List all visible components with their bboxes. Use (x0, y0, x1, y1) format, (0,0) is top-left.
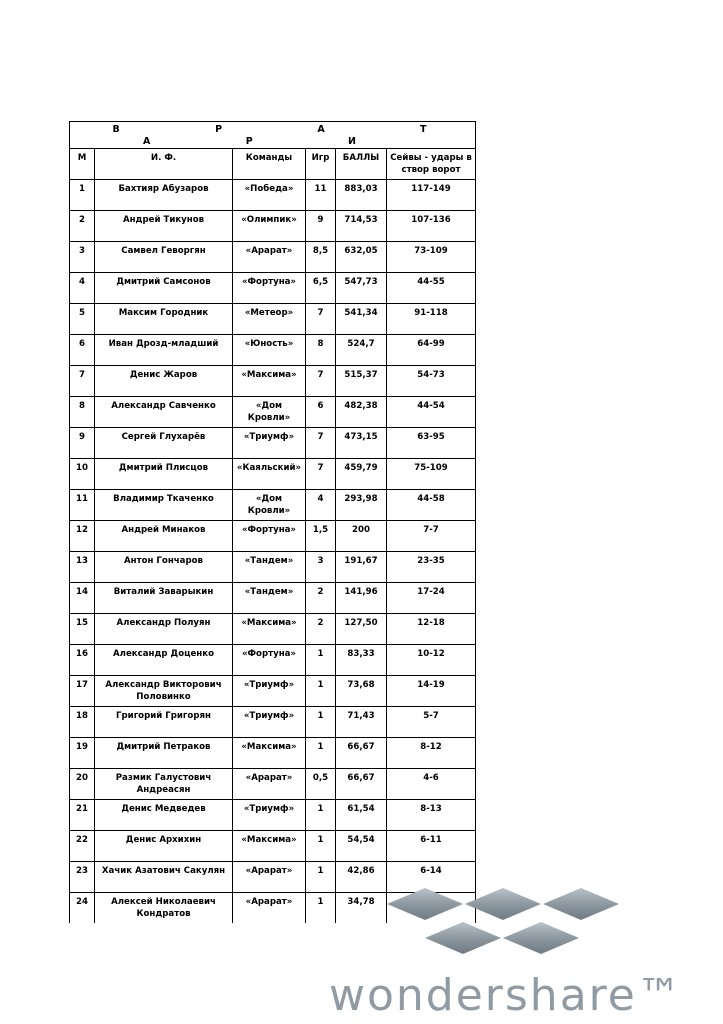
table-row (70, 490, 476, 521)
goalkeepers-table (69, 121, 476, 923)
cell-team: «Триумф» (233, 707, 306, 738)
cell-saves: 23-35 (387, 552, 476, 583)
cell-place: 16 (70, 645, 95, 676)
cell-team: «Триумф» (233, 800, 306, 831)
cell-points: 200 (336, 521, 387, 552)
cell-saves: 75-109 (387, 459, 476, 490)
table-row (70, 242, 476, 273)
cell-name: Хачик Азатович Сакулян (95, 862, 233, 893)
cell-team: «Каяльский» (233, 459, 306, 490)
cell-saves: 63-95 (387, 428, 476, 459)
cell-team: «Арарат» (233, 862, 306, 893)
cell-points: 71,43 (336, 707, 387, 738)
cell-name: Антон Гончаров (95, 552, 233, 583)
cell-team: «Арарат» (233, 769, 306, 800)
cell-points: 66,67 (336, 769, 387, 800)
header-row (70, 149, 476, 180)
cell-games: 1 (306, 800, 336, 831)
cell-games: 7 (306, 304, 336, 335)
table-row (70, 552, 476, 583)
cell-place: 7 (70, 366, 95, 397)
cell-name: Иван Дрозд-младший (95, 335, 233, 366)
cell-saves: 5-7 (387, 707, 476, 738)
table-row (70, 521, 476, 552)
header-team: Команды (233, 149, 306, 180)
cell-name: Андрей Тикунов (95, 211, 233, 242)
table-row (70, 459, 476, 490)
cell-team: «Фортуна» (233, 273, 306, 304)
header-saves: Сейвы - удары в створ ворот (387, 149, 476, 180)
cell-name: Александр Полуян (95, 614, 233, 645)
table-row (70, 366, 476, 397)
cell-place: 14 (70, 583, 95, 614)
table-row (70, 428, 476, 459)
cell-points: 61,54 (336, 800, 387, 831)
cell-saves: 17-24 (387, 583, 476, 614)
cell-saves: 44-55 (387, 273, 476, 304)
cell-team: «Максима» (233, 738, 306, 769)
cell-place: 24 (70, 893, 95, 924)
cell-place: 19 (70, 738, 95, 769)
cell-place: 6 (70, 335, 95, 366)
cell-saves: 54-73 (387, 366, 476, 397)
cell-team: «Триумф» (233, 428, 306, 459)
cell-name: Андрей Минаков (95, 521, 233, 552)
cell-place: 1 (70, 180, 95, 211)
cell-place: 11 (70, 490, 95, 521)
cell-saves: 44-58 (387, 490, 476, 521)
cell-games: 2 (306, 583, 336, 614)
cell-saves: 7-7 (387, 521, 476, 552)
table-row (70, 180, 476, 211)
cell-games: 1 (306, 831, 336, 862)
cell-name: Денис Медведев (95, 800, 233, 831)
cell-place: 5 (70, 304, 95, 335)
cell-name: Денис Жаров (95, 366, 233, 397)
table-row (70, 831, 476, 862)
table-row (70, 397, 476, 428)
cell-place: 20 (70, 769, 95, 800)
cell-games: 4 (306, 490, 336, 521)
cell-name: Самвел Геворгян (95, 242, 233, 273)
cell-team: «Тандем» (233, 583, 306, 614)
cell-saves: 8-13 (387, 800, 476, 831)
cell-points: 473,15 (336, 428, 387, 459)
header-points: БАЛЛЫ (336, 149, 387, 180)
cell-saves: 8-12 (387, 738, 476, 769)
cell-points: 459,79 (336, 459, 387, 490)
cell-games: 1 (306, 862, 336, 893)
cell-saves: 12-18 (387, 614, 476, 645)
cell-team: «Арарат» (233, 242, 306, 273)
cell-saves: 73-109 (387, 242, 476, 273)
cell-points: 714,53 (336, 211, 387, 242)
cell-place: 2 (70, 211, 95, 242)
cell-games: 1 (306, 645, 336, 676)
cell-name: Сергей Глухарёв (95, 428, 233, 459)
cell-points: 883,03 (336, 180, 387, 211)
cell-saves: 107-136 (387, 211, 476, 242)
cell-games: 9 (306, 211, 336, 242)
cell-team: «Олимпик» (233, 211, 306, 242)
header-place: М (70, 149, 95, 180)
cell-points: 66,67 (336, 738, 387, 769)
table-row (70, 614, 476, 645)
table-title (70, 122, 476, 149)
cell-games: 6,5 (306, 273, 336, 304)
cell-games: 1 (306, 738, 336, 769)
cell-place: 15 (70, 614, 95, 645)
cell-place: 10 (70, 459, 95, 490)
table-row (70, 211, 476, 242)
cell-points: 482,38 (336, 397, 387, 428)
cell-name: Виталий Заварыкин (95, 583, 233, 614)
cell-name: Денис Архихин (95, 831, 233, 862)
table-row (70, 645, 476, 676)
cell-games: 0,5 (306, 769, 336, 800)
wondershare-logo (325, 886, 723, 1024)
header-name: И. Ф. (95, 149, 233, 180)
cell-team: «Арарат» (233, 893, 306, 924)
cell-name: Александр Савченко (95, 397, 233, 428)
cell-team: «Фортуна» (233, 521, 306, 552)
cell-points: 42,86 (336, 862, 387, 893)
cell-points: 541,34 (336, 304, 387, 335)
watermark-text: wondershare™ (329, 970, 683, 1021)
cell-games: 8 (306, 335, 336, 366)
cell-name: Алексей Николаевич Кондратов (95, 893, 233, 924)
table-row (70, 335, 476, 366)
cell-saves: 117-149 (387, 180, 476, 211)
cell-place: 13 (70, 552, 95, 583)
diamond-icon (387, 888, 619, 954)
cell-saves: 4-6 (387, 769, 476, 800)
cell-team: «Максима» (233, 614, 306, 645)
cell-games: 1 (306, 707, 336, 738)
cell-games: 3 (306, 552, 336, 583)
cell-games: 2 (306, 614, 336, 645)
cell-place: 4 (70, 273, 95, 304)
cell-points: 34,78 (336, 893, 387, 924)
cell-games: 1 (306, 676, 336, 707)
cell-saves: 6-11 (387, 831, 476, 862)
cell-saves: 14-19 (387, 676, 476, 707)
table-row (70, 304, 476, 335)
cell-name: Владимир Ткаченко (95, 490, 233, 521)
cell-place: 3 (70, 242, 95, 273)
table-row (70, 769, 476, 800)
cell-team: «Дом Кровли» (233, 397, 306, 428)
cell-team: «Метеор» (233, 304, 306, 335)
cell-points: 83,33 (336, 645, 387, 676)
cell-saves: 6-14 (387, 862, 476, 893)
cell-saves: 91-118 (387, 304, 476, 335)
cell-games: 1 (306, 893, 336, 924)
table-title-text: В Р А Т А Р И (112, 124, 473, 147)
cell-team: «Максима» (233, 366, 306, 397)
cell-points: 141,96 (336, 583, 387, 614)
table-row (70, 738, 476, 769)
cell-name: Дмитрий Петраков (95, 738, 233, 769)
cell-place: 12 (70, 521, 95, 552)
cell-team: «Тандем» (233, 552, 306, 583)
cell-points: 547,73 (336, 273, 387, 304)
cell-games: 7 (306, 428, 336, 459)
cell-team: «Максима» (233, 831, 306, 862)
cell-place: 21 (70, 800, 95, 831)
cell-name: Максим Городник (95, 304, 233, 335)
title-row (70, 122, 476, 149)
cell-points: 73,68 (336, 676, 387, 707)
cell-points: 54,54 (336, 831, 387, 862)
cell-team: «Победа» (233, 180, 306, 211)
table-row (70, 273, 476, 304)
cell-name: Александр Викторович Половинко (95, 676, 233, 707)
cell-name: Дмитрий Самсонов (95, 273, 233, 304)
table-row (70, 800, 476, 831)
cell-points: 524,7 (336, 335, 387, 366)
cell-name: Размик Галустович Андреасян (95, 769, 233, 800)
cell-place: 9 (70, 428, 95, 459)
cell-name: Бахтияр Абузаров (95, 180, 233, 211)
cell-place: 22 (70, 831, 95, 862)
cell-saves: 44-54 (387, 397, 476, 428)
cell-games: 7 (306, 459, 336, 490)
cell-name: Григорий Григорян (95, 707, 233, 738)
cell-games: 7 (306, 366, 336, 397)
header-games: Игр (306, 149, 336, 180)
cell-games: 8,5 (306, 242, 336, 273)
cell-name: Александр Доценко (95, 645, 233, 676)
cell-points: 191,67 (336, 552, 387, 583)
cell-points: 293,98 (336, 490, 387, 521)
cell-team: «Фортуна» (233, 645, 306, 676)
cell-games: 1,5 (306, 521, 336, 552)
cell-name: Дмитрий Плисцов (95, 459, 233, 490)
cell-place: 18 (70, 707, 95, 738)
cell-team: «Дом Кровли» (233, 490, 306, 521)
cell-games: 6 (306, 397, 336, 428)
cell-place: 17 (70, 676, 95, 707)
cell-place: 8 (70, 397, 95, 428)
cell-place: 23 (70, 862, 95, 893)
table-row (70, 583, 476, 614)
cell-team: «Юность» (233, 335, 306, 366)
table-row (70, 676, 476, 707)
cell-points: 632,05 (336, 242, 387, 273)
cell-points: 515,37 (336, 366, 387, 397)
cell-saves: 64-99 (387, 335, 476, 366)
cell-saves: 10-12 (387, 645, 476, 676)
table-row (70, 707, 476, 738)
cell-team: «Триумф» (233, 676, 306, 707)
cell-games: 11 (306, 180, 336, 211)
cell-points: 127,50 (336, 614, 387, 645)
